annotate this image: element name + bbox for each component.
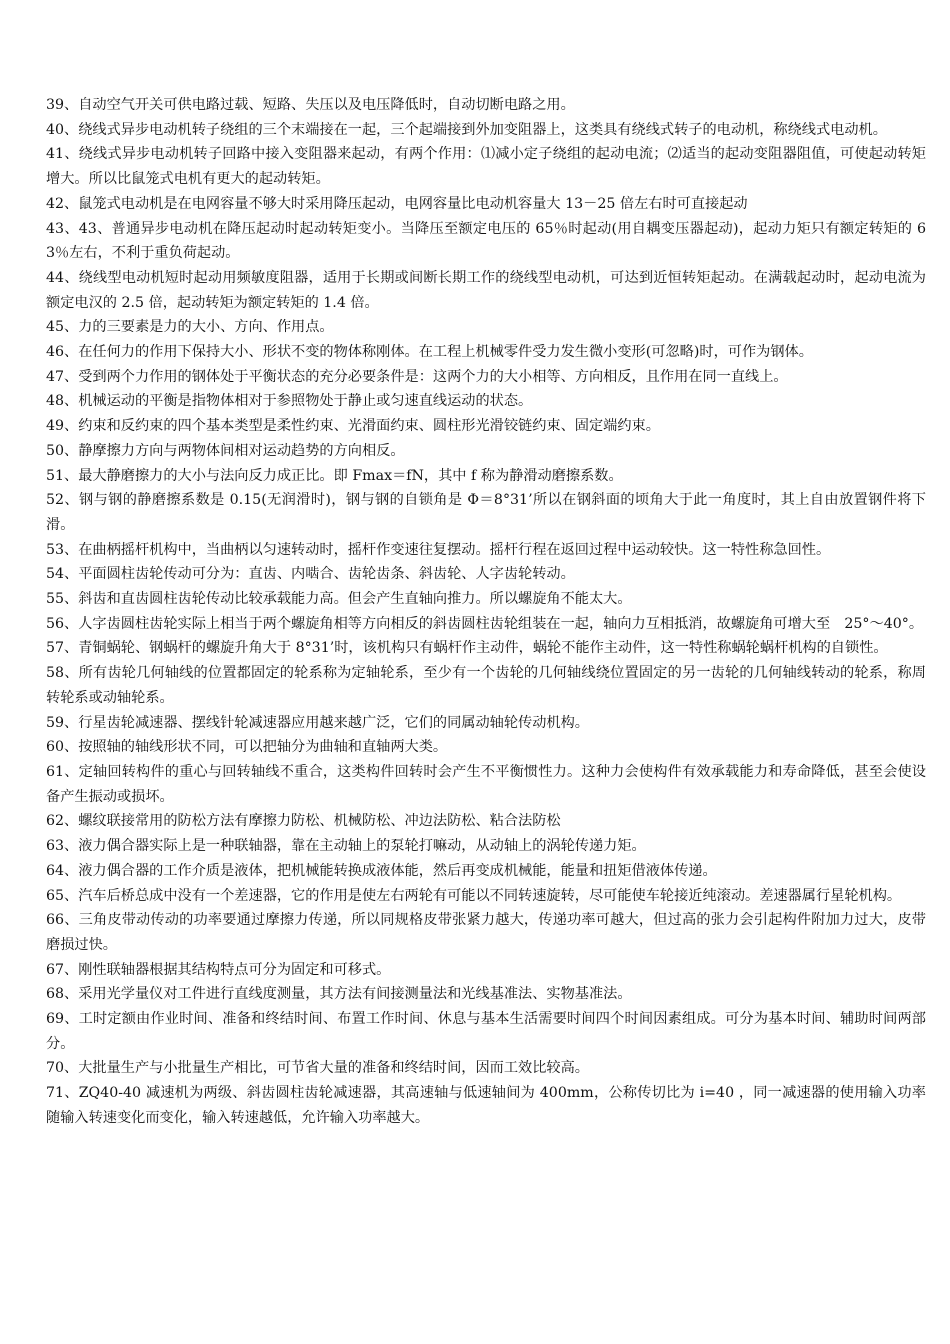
paragraph-41: 41、绕线式异步电动机转子回路中接入变阻器来起动，有两个作用：⑴减小定子绕组的起动电流；⑵适当的起动变阻器阻值，可使起动转矩增大。所以比鼠笼式电机有更大的起动转矩。 bbox=[46, 146, 926, 188]
paragraph-61: 61、定轴回转构件的重心与回转轴线不重合，这类构件回转时会产生不平衡惯性力。这种力会使构件有效承载能力和寿命降低，甚至会使设备产生振动或损坏。 bbox=[46, 763, 926, 805]
paragraph-66: 66、三角皮带动传动的功率要通过摩擦力传递，所以同规格皮带张紧力越大，传递功率可越大，但过高的张力会引起构件附加力过大，皮带磨损过快。 bbox=[46, 912, 926, 953]
paragraph-39: 39、自动空气开关可供电路过载、短路、失压以及电压降低时，自动切断电路之用。 bbox=[46, 97, 575, 113]
paragraph-53: 53、在曲柄摇杆机构中，当曲柄以匀速转动时，摇杆作变速往复摆动。摇杆行程在返回过程中运动较快。这一特性称急回性。 bbox=[46, 541, 831, 558]
paragraph-43: 43、43、普通异步电动机在降压起动时起动转矩变小。当降压至额定电压的 65％时起动(用自耦变压器起动)，起动力矩只有额定转矩的 63％左右，不利于重负荷起动。 bbox=[46, 220, 926, 262]
document-body bbox=[46, 93, 926, 1131]
paragraph-51: 51、最大静磨擦力的大小与法向反力成正比。即 Fmax＝fN，其中 f 称为静滑动磨擦系数。 bbox=[46, 467, 623, 484]
paragraph-63: 63、液力偶合器实际上是一种联轴器，靠在主动轴上的泵轮打嘛动，从动轴上的涡轮传递力矩。 bbox=[46, 838, 646, 855]
paragraph-40: 40、绕线式异步电动机转子绕组的三个末端接在一起，三个起端接到外加变阻器上，这类具有绕线式转子的电动机，称绕线式电动机。 bbox=[46, 121, 887, 138]
paragraph-68: 68、采用光学量仪对工件进行直线度测量，其方法有间接测量法和光线基准法、实物基准法。 bbox=[46, 986, 632, 1003]
paragraph-57: 57、青铜蜗轮、钢蜗杆的螺旋升角大于 8°31’时，该机构只有蜗杆作主动件，蜗轮不能作主动件，这一特性称蜗轮蜗杆机构的自锁性。 bbox=[46, 640, 888, 657]
paragraph-50: 50、静摩擦力方向与两物体间相对运动趋势的方向相反。 bbox=[46, 442, 405, 459]
paragraph-48: 48、机械运动的平衡是指物体相对于参照物处于静止或匀速直线运动的状态。 bbox=[46, 393, 533, 410]
paragraph-55: 55、斜齿和直齿圆柱齿轮传动比较承载能力高。但会产生直轴向推力。所以螺旋角不能太大。 bbox=[46, 591, 632, 608]
paragraph-65: 65、汽车后桥总成中没有一个差速器，它的作用是使左右两轮有可能以不同转速旋转，尽可能使车轮接近纯滚动。差速器属行星轮机构。 bbox=[46, 887, 902, 904]
paragraph-59: 59、行星齿轮减速器、摆线针轮减速器应用越来越广泛，它们的同属动轴轮传动机构。 bbox=[46, 714, 589, 731]
paragraph-71: 71、ZQ40-40 减速机为两级、斜齿圆柱齿轮减速器，其高速轴与低速轴间为 400mm，公称传切比为 i=40 ，同一减速器的使用输入功率随输入转速变化而变化，输入转速越低，允许输入功率越大。 bbox=[46, 1085, 926, 1126]
paragraph-60: 60、按照轴的轴线形状不同，可以把轴分为曲轴和直轴两大类。 bbox=[46, 739, 448, 756]
paragraph-54: 54、平面圆柱齿轮传动可分为：直齿、内啮合、齿轮齿条、斜齿轮、人字齿轮转动。 bbox=[46, 566, 575, 583]
paragraph-56: 56、人字齿圆柱齿轮实际上相当于两个螺旋角相等方向相反的斜齿圆柱齿轮组装在一起，轴向力互相抵消，故螺旋角可增大至 25°～40°。 bbox=[46, 615, 924, 632]
paragraph-42: 42、鼠笼式电动机是在电网容量不够大时采用降压起动，电网容量比电动机容量大 13－25 倍左右时可直接起动 bbox=[46, 195, 748, 212]
paragraph-52: 52、钢与钢的静磨擦系数是 0.15(无润滑时)，钢与钢的自锁角是 Φ＝8°31’所以在钢斜面的顷角大于此一角度时，其上自由放置钢件将下滑。 bbox=[46, 492, 926, 533]
paragraph-64: 64、液力偶合器的工作介质是液体，把机械能转换成液体能，然后再变成机械能，能量和扭矩借液体传递。 bbox=[46, 862, 717, 879]
paragraph-45: 45、力的三要素是力的大小、方向、作用点。 bbox=[46, 319, 334, 336]
paragraph-67: 67、刚性联轴器根据其结构特点可分为固定和可移式。 bbox=[46, 961, 391, 978]
paragraph-58: 58、所有齿轮几何轴线的位置都固定的轮系称为定轴轮系，至少有一个齿轮的几何轴线绕位置固定的另一齿轮的几何轴线转动的轮系，称周转轮系或动轴轮系。 bbox=[46, 665, 926, 706]
paragraph-69: 69、工时定额由作业时间、准备和终结时间、布置工作时间、休息与基本生活需要时间四个时间因素组成。可分为基本时间、辅助时间两部分。 bbox=[46, 1011, 926, 1052]
paragraph-62: 62、螺纹联接常用的防松方法有摩擦力防松、机械防松、冲边法防松、粘合法防松 bbox=[46, 813, 561, 830]
paragraph-47: 47、受到两个力作用的钢体处于平衡状态的充分必要条件是：这两个力的大小相等、方向相反，且作用在同一直线上。 bbox=[46, 368, 788, 385]
paragraph-46: 46、在任何力的作用下保持大小、形状不变的物体称刚体。在工程上机械零件受力发生微小变形(可忽略)时，可作为钢体。 bbox=[46, 344, 813, 361]
paragraph-49: 49、约束和反约束的四个基本类型是柔性约束、光滑面约束、圆柱形光滑铰链约束、固定端约束。 bbox=[46, 418, 660, 435]
paragraph-44: 44、绕线型电动机短时起动用频敏度阻器，适用于长期或间断长期工作的绕线型电动机，可达到近恒转矩起动。在满载起动时，起动电流为额定电汉的 2.5 倍，起动转矩为额定转矩的 1.4 倍。 bbox=[46, 269, 926, 311]
paragraph-70: 70、大批量生产与小批量生产相比，可节省大量的准备和终结时间，因而工效比较高。 bbox=[46, 1060, 589, 1077]
